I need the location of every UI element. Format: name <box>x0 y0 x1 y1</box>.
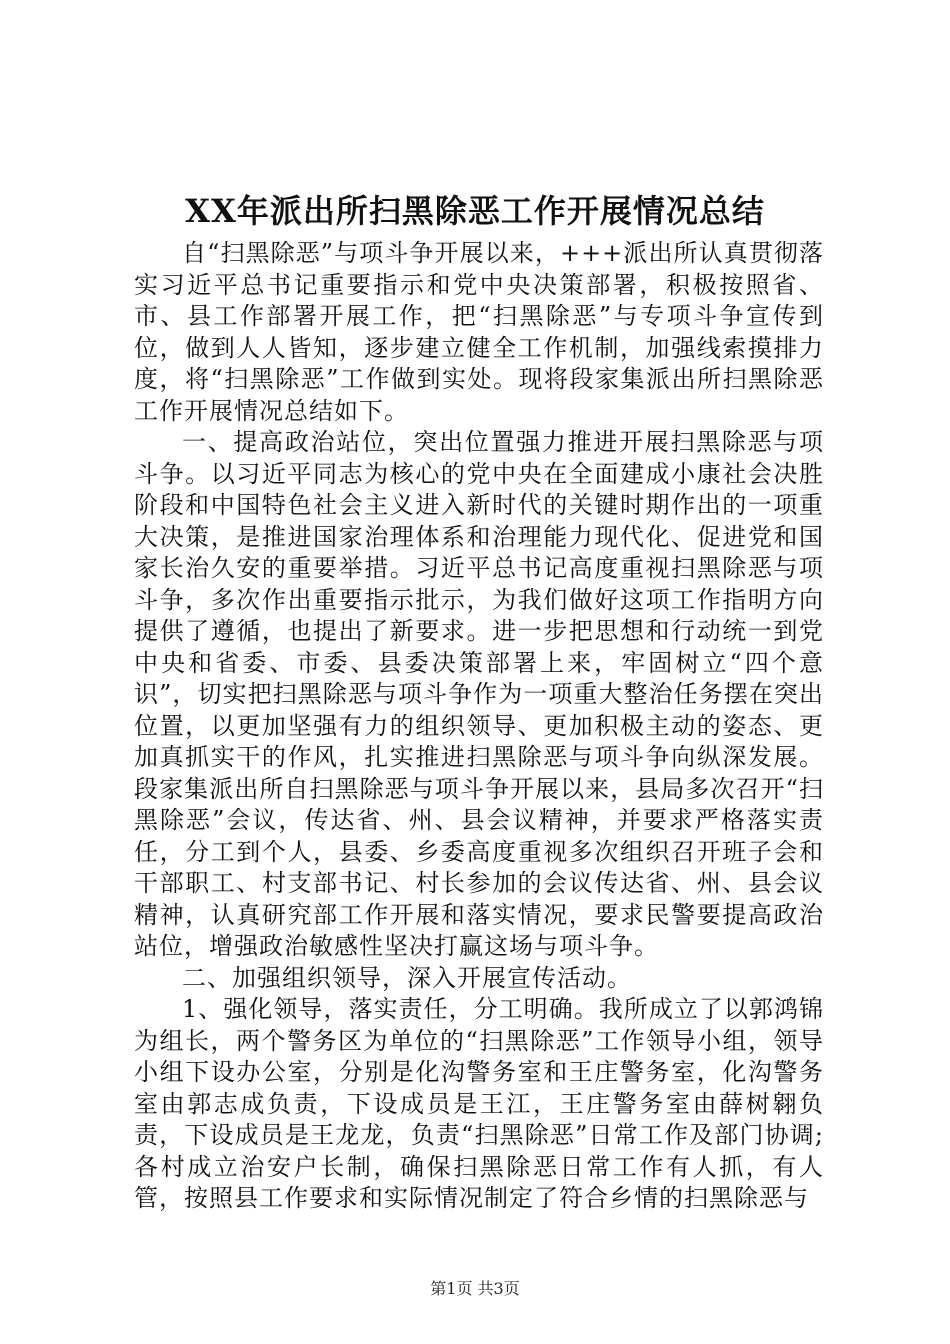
paragraph-section-2-item-1: 1、强化领导，落实责任，分工明确。我所成立了以郭鸿锦为组长，两个警务区为单位的“扫黑除恶”工作领导小组，领导小组下设办公室，分别是化沟警务室和王庄警务室，化沟警务室由郭志成负责，下设成员是王江，王庄警务室由薛树翱负责，下设成员是王龙龙，负责“扫黑除恶”日常工作及部门协调;各村成立治安户长制，确保扫黑除恶日常工作有人抓，有人管，按照县工作要求和实际情况制定了符合乡情的扫黑除恶与 <box>134 995 824 1212</box>
document-title: XX年派出所扫黑除恶工作开展情况总结 <box>185 192 765 230</box>
page-footer: 第1页 共3页 <box>430 1279 520 1298</box>
paragraph-section-2-heading: 二、加强组织领导，深入开展宣传活动。 <box>182 963 632 992</box>
paragraph-intro: 自“扫黑除恶”与项斗争开展以来，+++派出所认真贯彻落实习近平总书记重要指示和党中央决策部署，积极按照省、市、县工作部署开展工作，把“扫黑除恶”与专项斗争宣传到位，做到人人皆知，逐步建立健全工作机制，加强线索摸排力度，将“扫黑除恶”工作做到实处。现将段家集派出所扫黑除恶工作开展情况总结如下。 <box>134 239 824 425</box>
paragraph-section-1: 一、提高政治站位，突出位置强力推进开展扫黑除恶与项斗争。以习近平同志为核心的党中央在全面建成小康社会决胜阶段和中国特色社会主义进入新时代的关键时期作出的一项重大决策，是推进国家治理体系和治理能力现代化、促进党和国家长治久安的重要举措。习近平总书记高度重视扫黑除恶与项斗争，多次作出重要指示批示，为我们做好这项工作指明方向提供了遵循，也提出了新要求。进一步把思想和行动统一到党中央和省委、市委、县委决策部署上来，牢固树立“四个意识”，切实把扫黑除恶与项斗争作为一项重大整治任务摆在突出位置，以更加坚强有力的组织领导、更加积极主动的姿态、更加真抓实干的作风，扎实推进扫黑除恶与项斗争向纵深发展。段家集派出所自扫黑除恶与项斗争开展以来，县局多次召开“扫黑除恶”会议，传达省、州、县会议精神，并要求严格落实责任，分工到个人，县委、乡委高度重视多次组织召开班子会和干部职工、村支部书记、村长参加的会议传达省、州、县会议精神，认真研究部工作开展和落实情况，要求民警要提高政治站位，增强政治敏感性坚决打赢这场与项斗争。 <box>134 428 824 960</box>
document-body <box>134 238 824 1215</box>
